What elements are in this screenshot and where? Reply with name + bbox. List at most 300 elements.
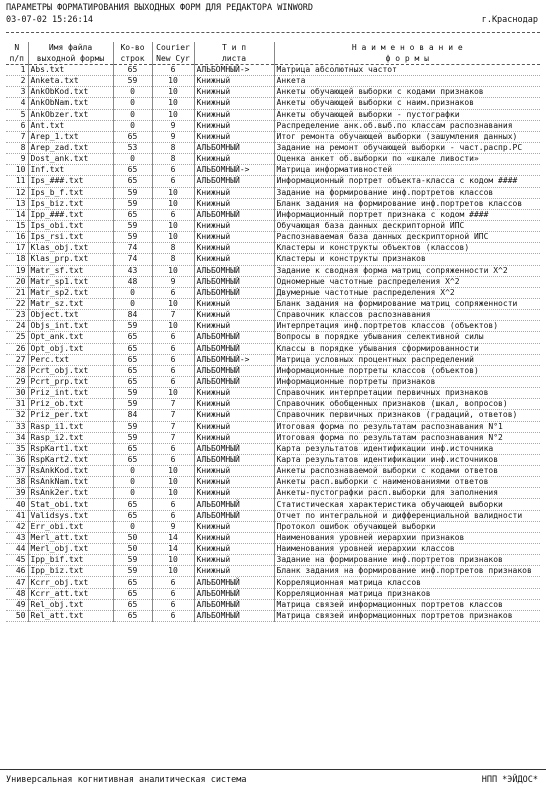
row-file-name: Opt_ank.txt [28,332,113,343]
row-font-size: 10 [152,321,194,332]
row-number: 25 [15,332,26,342]
row-number: 20 [15,276,26,286]
row-form-name: Матрица условных процентных распределений [274,354,540,365]
col-name-header: Н а и м е н о в а н и е [274,42,540,53]
row-font-size: 10 [152,232,194,243]
row-number: 35 [15,443,26,453]
row-font-size: 10 [152,388,194,399]
table-row [6,410,540,421]
row-page-type: Книжный [194,109,274,120]
row-font-size: 10 [152,555,194,566]
table-row [6,432,540,443]
row-number: 5 [20,109,26,119]
row-page-type: АЛЬБОМНЫЙ [194,499,274,510]
row-line-count: 65 [113,510,152,521]
row-font-size: 6 [152,287,194,298]
table-row [6,454,540,465]
row-page-type: АЛЬБОМНЫЙ [194,510,274,521]
table-row [6,577,540,588]
row-font-size: 6 [152,176,194,187]
row-number: 26 [15,343,26,353]
row-number: 31 [15,399,26,409]
row-file-name: Klas_obj.txt [28,243,113,254]
row-number: 34 [15,432,26,442]
row-number: 42 [15,521,26,531]
row-font-size: 6 [152,443,194,454]
row-form-name: Кластеры и конструкты признаков [274,254,540,265]
row-line-count: 0 [113,98,152,109]
row-number: 38 [15,477,26,487]
row-font-size: 14 [152,532,194,543]
row-number: 3 [20,87,26,97]
row-form-name: Справочник обобщенных признаков (шкал, вопросов) [274,399,540,410]
row-file-name: Ipp_bif.txt [28,555,113,566]
forms-table [6,42,540,622]
row-form-name: Справочник классов распознавания [274,310,540,321]
row-number: 30 [15,388,26,398]
row-number: 47 [15,577,26,587]
row-page-type: АЛЬБОМНЫЙ [194,343,274,354]
row-form-name: Наименования уровней иерархии признаков [274,532,540,543]
row-line-count: 65 [113,365,152,376]
row-file-name: Perc.txt [28,354,113,365]
table-row [6,332,540,343]
table-row [6,521,540,532]
row-number: 9 [20,154,26,164]
table-header [6,42,540,65]
row-page-type: АЛЬБОМНЫЙ [194,287,274,298]
row-form-name: Анкеты расп.выборки с наименованиями ответов [274,477,540,488]
row-file-name: Priz_per.txt [28,410,113,421]
row-page-type: АЛЬБОМНЫЙ [194,443,274,454]
row-number: 36 [15,454,26,464]
row-page-type: Книжный [194,388,274,399]
row-line-count: 59 [113,388,152,399]
row-number: 15 [15,221,26,231]
table-row [6,466,540,477]
row-page-type: Книжный [194,555,274,566]
row-font-size: 9 [152,131,194,142]
row-number: 4 [20,98,26,108]
row-font-size: 10 [152,466,194,477]
row-file-name: Rasp_i2.txt [28,432,113,443]
row-file-name: Merl_att.txt [28,532,113,543]
row-file-name: Matr_sz.txt [28,298,113,309]
row-number: 12 [15,187,26,197]
row-font-size: 6 [152,65,194,76]
row-line-count: 0 [113,120,152,131]
row-line-count: 65 [113,65,152,76]
row-number: 18 [15,254,26,264]
row-font-size: 6 [152,209,194,220]
row-number: 7 [20,131,26,141]
col-file-header: Имя файла [28,42,113,53]
row-file-name: Rel_att.txt [28,610,113,621]
row-font-size: 10 [152,298,194,309]
row-form-name: Распознаваемая база данных дескрипторной ИПС [274,232,540,243]
row-form-name: Задание на формирование инф.портретов признаков [274,555,540,566]
row-font-size: 10 [152,566,194,577]
row-line-count: 0 [113,154,152,165]
table-row [6,365,540,376]
row-page-type: Книжный [194,198,274,209]
row-file-name: AnkObKod.txt [28,87,113,98]
row-file-name: RsAnkNam.txt [28,477,113,488]
row-line-count: 65 [113,599,152,610]
row-page-type: АЛЬБОМНЫЙ [194,265,274,276]
row-page-type: АЛЬБОМНЫЙ [194,365,274,376]
row-font-size: 8 [152,142,194,153]
row-number: 29 [15,377,26,386]
row-line-count: 59 [113,232,152,243]
table-row [6,443,540,454]
row-font-size: 6 [152,332,194,343]
row-file-name: Matr_sf.txt [28,265,113,276]
row-page-type: АЛЬБОМНЫЙ [194,176,274,187]
row-line-count: 65 [113,332,152,343]
row-number: 37 [15,466,26,476]
row-file-name: Rasp_i1.txt [28,421,113,432]
row-font-size: 6 [152,588,194,599]
table-row [6,187,540,198]
row-number: 45 [15,555,26,565]
row-line-count: 50 [113,532,152,543]
row-file-name: Arep_zad.txt [28,142,113,153]
row-number: 14 [15,209,26,219]
header-separator [6,32,540,33]
row-form-name: Справочник первичных признаков (градаций, ответов) [274,410,540,421]
row-number: 2 [20,76,26,86]
row-page-type: Книжный [194,298,274,309]
row-font-size: 8 [152,243,194,254]
row-font-size: 10 [152,220,194,231]
row-font-size: 6 [152,165,194,176]
table-row [6,599,540,610]
footer-vendor: НПП *ЭЙДОС* [481,775,538,785]
row-page-type: Книжный [194,477,274,488]
row-font-size: 6 [152,376,194,387]
row-page-type: АЛЬБОМНЫЙ-> [194,165,274,176]
table-row [6,109,540,120]
row-number: 40 [15,499,26,509]
row-font-size: 8 [152,254,194,265]
row-form-name: Информационные портреты классов (объектов) [274,365,540,376]
row-line-count: 0 [113,87,152,98]
row-form-name: Анкеты-пустографки расп.выборки для заполнения [274,488,540,499]
table-row [6,499,540,510]
table-body [6,65,540,622]
row-form-name: Информационный портрет объекта-класса с кодом #### [274,176,540,187]
row-number: 50 [15,610,26,620]
row-file-name: Opt_obj.txt [28,343,113,354]
row-font-size: 10 [152,265,194,276]
table-row [6,310,540,321]
row-line-count: 59 [113,220,152,231]
row-line-count: 65 [113,610,152,621]
row-font-size: 6 [152,365,194,376]
row-font-size: 6 [152,454,194,465]
table-row [6,399,540,410]
row-page-type: Книжный [194,87,274,98]
row-line-count: 74 [113,243,152,254]
row-file-name: Matr_sp2.txt [28,287,113,298]
row-form-name: Справочник интерпретации первичных признаков [274,388,540,399]
row-form-name: Информационный портрет признака с кодом #### [274,209,540,220]
row-font-size: 10 [152,187,194,198]
row-file-name: Klas_prp.txt [28,254,113,265]
row-page-type: Книжный [194,410,274,421]
row-form-name: Матрица связей информационных портретов классов [274,599,540,610]
row-number: 22 [15,299,26,309]
row-line-count: 0 [113,298,152,309]
row-line-count: 65 [113,577,152,588]
footer-divider [0,769,546,770]
row-form-name: Карта результатов идентификации инф.источников [274,454,540,465]
row-file-name: RsAnkKod.txt [28,466,113,477]
row-file-name: Kcrr_obj.txt [28,577,113,588]
row-page-type: Книжный [194,421,274,432]
row-file-name: Merl_obj.txt [28,544,113,555]
row-file-name: Matr_sp1.txt [28,276,113,287]
row-file-name: Object.txt [28,310,113,321]
row-file-name: RspKart2.txt [28,454,113,465]
row-page-type: АЛЬБОМНЫЙ-> [194,65,274,76]
row-file-name: Ips_rsi.txt [28,232,113,243]
row-number: 49 [15,599,26,609]
row-form-name: Задание к сводная форма матриц сопряженности Х^2 [274,265,540,276]
row-page-type: Книжный [194,243,274,254]
row-number: 16 [15,232,26,242]
row-page-type: Книжный [194,120,274,131]
table-row [6,287,540,298]
row-line-count: 65 [113,176,152,187]
row-form-name: Вопросы в порядке убывания селективной силы [274,332,540,343]
table-row [6,388,540,399]
row-font-size: 10 [152,477,194,488]
row-form-name: Корреляционная матрица признаков [274,588,540,599]
table-row [6,477,540,488]
table-row [6,165,540,176]
row-number: 32 [15,410,26,420]
row-font-size: 7 [152,399,194,410]
row-file-name: Priz_ob.txt [28,399,113,410]
row-line-count: 59 [113,321,152,332]
row-number: 43 [15,532,26,542]
row-number: 46 [15,566,26,576]
footer-system-name: Универсальная когнитивная аналитическая система [6,775,247,785]
row-font-size: 7 [152,421,194,432]
row-number: 1 [20,65,26,75]
row-line-count: 59 [113,432,152,443]
table-row [6,321,540,332]
row-form-name: Бланк задания на формирование матриц сопряженности [274,298,540,309]
row-form-name: Анкеты распознаваемой выборки с кодами ответов [274,466,540,477]
row-line-count: 84 [113,410,152,421]
row-form-name: Отчет по интегральной и дифференциальной валидности [274,510,540,521]
row-file-name: Dost_ank.txt [28,154,113,165]
table-row [6,98,540,109]
row-page-type: АЛЬБОМНЫЙ [194,332,274,343]
row-page-type: Книжный [194,321,274,332]
row-page-type: Книжный [194,98,274,109]
row-line-count: 65 [113,165,152,176]
row-page-type: Книжный [194,254,274,265]
row-form-name: Корреляционная матрица классов [274,577,540,588]
row-file-name: Arep_1.txt [28,131,113,142]
row-page-type: АЛЬБОМНЫЙ [194,610,274,621]
row-file-name: Priz_int.txt [28,388,113,399]
row-form-name: Бланк задания на формирование инф.портретов признаков [274,566,540,577]
row-file-name: Err_obi.txt [28,521,113,532]
row-line-count: 59 [113,421,152,432]
col-num-subheader: п/п [6,53,28,65]
row-line-count: 0 [113,488,152,499]
row-font-size: 14 [152,544,194,555]
row-file-name: Anketa.txt [28,76,113,87]
row-form-name: Оценка анкет об.выборки по «шкале ливости» [274,154,540,165]
col-count-header: Ко-во [113,42,152,53]
row-form-name: Матрица информативностей [274,165,540,176]
report-city: г.Краснодар [481,15,538,25]
row-form-name: Одномерные частотные распределения Х^2 [274,276,540,287]
row-font-size: 10 [152,198,194,209]
row-number: 19 [15,265,26,275]
table-row [6,488,540,499]
row-line-count: 65 [113,131,152,142]
row-file-name: Objs_int.txt [28,321,113,332]
row-font-size: 10 [152,76,194,87]
row-line-count: 53 [113,142,152,153]
row-font-size: 7 [152,410,194,421]
row-page-type: Книжный [194,566,274,577]
row-form-name: Наименования уровней иерархии классов [274,544,540,555]
row-font-size: 8 [152,154,194,165]
col-file-subheader: выходной формы [28,53,113,65]
row-line-count: 65 [113,588,152,599]
row-number: 10 [15,165,26,175]
row-line-count: 84 [113,310,152,321]
row-form-name: Матрица абсолютных частот [274,65,540,76]
row-page-type: Книжный [194,399,274,410]
row-form-name: Информационные портреты признаков [274,376,540,387]
col-name-subheader: ф о р м ы [274,53,540,65]
row-page-type: Книжный [194,521,274,532]
row-form-name: Итоговая форма по результатам распознавания N°1 [274,421,540,432]
row-line-count: 59 [113,198,152,209]
row-font-size: 6 [152,499,194,510]
row-page-type: Книжный [194,131,274,142]
row-line-count: 59 [113,187,152,198]
row-page-type: Книжный [194,232,274,243]
row-number: 48 [15,588,26,598]
row-file-name: Ipp_###.txt [28,209,113,220]
row-font-size: 6 [152,510,194,521]
row-line-count: 0 [113,287,152,298]
row-line-count: 0 [113,466,152,477]
row-form-name: Статистическая характеристика обучающей выборки [274,499,540,510]
table-row [6,265,540,276]
table-row [6,610,540,621]
table-row [6,142,540,153]
row-font-size: 9 [152,521,194,532]
row-number: 11 [15,176,26,186]
table-row [6,87,540,98]
row-line-count: 43 [113,265,152,276]
row-form-name: Классы в порядке убывания сформированности [274,343,540,354]
table-row [6,220,540,231]
table-row [6,120,540,131]
row-number: 8 [20,143,26,153]
report-header-title: ПАРАМЕТРЫ ФОРМАТИРОВАНИЯ ВЫХОДНЫХ ФОРМ ДЛЯ РЕДАКТОРА WINWORD [6,3,314,13]
table-row [6,588,540,599]
table-row [6,243,540,254]
row-file-name: Rel_obj.txt [28,599,113,610]
table-row [6,544,540,555]
row-number: 33 [15,421,26,431]
row-number: 13 [15,198,26,208]
row-form-name: Протокол ошибок обучающей выборки [274,521,540,532]
row-page-type: АЛЬБОМНЫЙ [194,588,274,599]
row-form-name: Кластеры и конструкты объектов (классов) [274,243,540,254]
row-page-type: АЛЬБОМНЫЙ-> [194,354,274,365]
table-row [6,65,540,76]
table-row [6,532,540,543]
table-row [6,343,540,354]
row-font-size: 6 [152,343,194,354]
row-page-type: Книжный [194,154,274,165]
row-number: 24 [15,321,26,331]
row-file-name: AnkObzer.txt [28,109,113,120]
table-row [6,376,540,387]
row-file-name: Pcrt_prp.txt [28,376,113,387]
row-form-name: Задание на формирование инф.портретов классов [274,187,540,198]
row-page-type: Книжный [194,76,274,87]
col-type-subheader: листа [194,53,274,65]
row-file-name: Ips_###.txt [28,176,113,187]
row-line-count: 65 [113,376,152,387]
row-line-count: 0 [113,109,152,120]
row-font-size: 10 [152,109,194,120]
row-page-type: АЛЬБОМНЫЙ [194,376,274,387]
row-file-name: AnkObNam.txt [28,98,113,109]
row-file-name: Kcrr_att.txt [28,588,113,599]
row-file-name: Ips_obi.txt [28,220,113,231]
table-row [6,209,540,220]
table-row [6,276,540,287]
row-page-type: АЛЬБОМНЫЙ [194,142,274,153]
row-form-name: Анкеты обучающей выборки с кодами признаков [274,87,540,98]
row-line-count: 74 [113,254,152,265]
table-row [6,131,540,142]
col-courier-header: Courier [152,42,194,53]
row-font-size: 9 [152,120,194,131]
row-page-type: АЛЬБОМНЫЙ [194,577,274,588]
col-count-subheader: строк [113,53,152,65]
col-type-header: Т и п [194,42,274,53]
row-line-count: 0 [113,521,152,532]
row-page-type: АЛЬБОМНЫЙ [194,599,274,610]
row-line-count: 65 [113,209,152,220]
row-file-name: Inf.txt [28,165,113,176]
row-font-size: 10 [152,87,194,98]
table-row [6,232,540,243]
row-form-name: Распределение анк.об.выб.по классам распознавания [274,120,540,131]
row-file-name: Pcrt_obj.txt [28,365,113,376]
row-line-count: 65 [113,443,152,454]
row-form-name: Анкеты обучающей выборки - пустографки [274,109,540,120]
row-form-name: Анкеты обучающей выборки с наим.признаков [274,98,540,109]
row-page-type: АЛЬБОМНЫЙ [194,276,274,287]
